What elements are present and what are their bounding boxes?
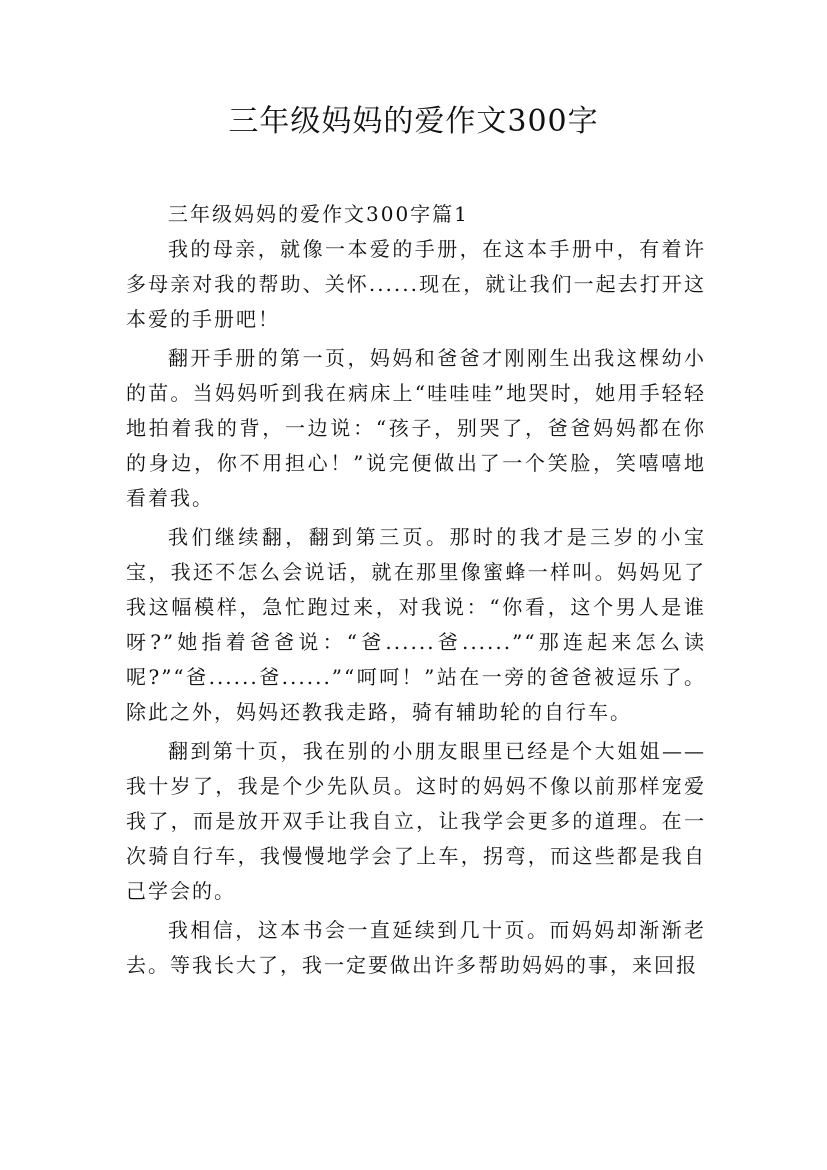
paragraph-4: 翻到第十页，我在别的小朋友眼里已经是个大姐姐——我十岁了，我是个少先队员。这时的妈妈不像以前那样宠爱我了，而是放开双手让我自立，让我学会更多的道理。在一次骑自行车，我慢慢地学会了上车，拐弯，而这些都是我自己学会的。 (126, 739, 706, 903)
document-subtitle: 三年级妈妈的爱作文300字篇1 (168, 202, 469, 226)
paragraph-1: 我的母亲，就像一本爱的手册，在这本手册中，有着许多母亲对我的帮助、关怀......现在，就让我们一起去打开这本爱的手册吧！ (126, 237, 706, 331)
document-title: 三年级妈妈的爱作文300字 (228, 104, 599, 139)
paragraph-5: 我相信，这本书会一直延续到几十页。而妈妈却渐渐老去。等我长大了，我一定要做出许多帮助妈妈的事，来回报 (126, 918, 706, 977)
paragraph-2: 翻开手册的第一页，妈妈和爸爸才刚刚生出我这棵幼小的苗。当妈妈听到我在病床上“哇哇哇”地哭时，她用手轻轻地拍着我的背，一边说：“孩子，别哭了，爸爸妈妈都在你的身边，你不用担心！”说完便做出了一个笑脸，笑嘻嘻地看着我。 (126, 346, 706, 510)
document-body (126, 197, 706, 983)
paragraph-3: 我们继续翻，翻到第三页。那时的我才是三岁的小宝宝，我还不怎么会说话，就在那里像蜜蜂一样叫。妈妈见了我这幅模样，急忙跑过来，对我说：“你看，这个男人是谁呀?”她指着爸爸说：“爸......爸......”“那连起来怎么读呢?”“爸......爸......”“呵呵！”站在一旁的爸爸被逗乐了。除此之外，妈妈还教我走路，骑有辅助轮的自行车。 (126, 525, 706, 724)
